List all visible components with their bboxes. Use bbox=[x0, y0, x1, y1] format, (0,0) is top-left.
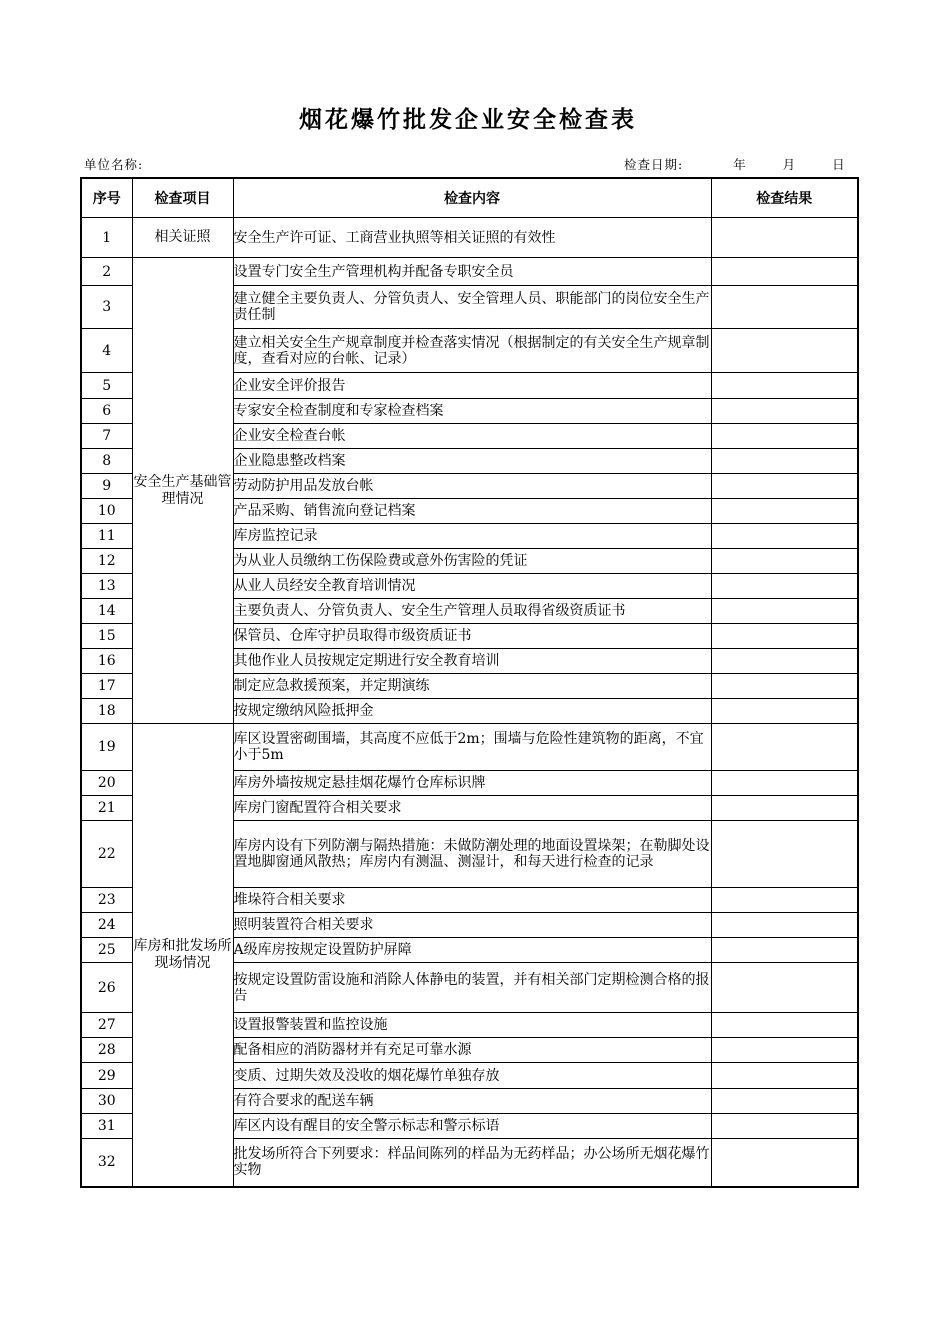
result-cell[interactable] bbox=[711, 449, 858, 474]
row-content: 配备相应的消防器材并有充足可靠水源 bbox=[233, 1038, 711, 1063]
row-num: 23 bbox=[81, 888, 132, 913]
row-content: 企业隐患整改档案 bbox=[233, 449, 711, 474]
date-label: 检查日期: bbox=[624, 157, 684, 172]
result-cell[interactable] bbox=[711, 258, 858, 286]
result-cell[interactable] bbox=[711, 674, 858, 699]
row-content: 库区内设有醒目的安全警示标志和警示标语 bbox=[233, 1114, 711, 1139]
row-num: 5 bbox=[81, 373, 132, 399]
row-content: 建立健全主要负责人、分管负责人、安全管理人员、职能部门的岗位安全生产责任制 bbox=[233, 286, 711, 329]
result-cell[interactable] bbox=[711, 699, 858, 724]
result-cell[interactable] bbox=[711, 1089, 858, 1114]
row-content: 库房监控记录 bbox=[233, 524, 711, 549]
result-cell[interactable] bbox=[711, 1038, 858, 1063]
row-content: 批发场所符合下列要求：样品间陈列的样品为无药样品；办公场所无烟花爆竹实物 bbox=[233, 1139, 711, 1187]
row-num: 10 bbox=[81, 499, 132, 524]
result-cell[interactable] bbox=[711, 329, 858, 373]
result-cell[interactable] bbox=[711, 599, 858, 624]
result-cell[interactable] bbox=[711, 724, 858, 771]
row-num: 26 bbox=[81, 963, 132, 1013]
result-cell[interactable] bbox=[711, 218, 858, 258]
row-num: 30 bbox=[81, 1089, 132, 1114]
row-content: 堆垛符合相关要求 bbox=[233, 888, 711, 913]
result-cell[interactable] bbox=[711, 549, 858, 574]
row-content: 建立相关安全生产规章制度并检查落实情况（根据制定的有关安全生产规章制度，查看对应的台帐、记录） bbox=[233, 329, 711, 373]
result-cell[interactable] bbox=[711, 624, 858, 649]
row-num: 15 bbox=[81, 624, 132, 649]
row-num: 18 bbox=[81, 699, 132, 724]
result-cell[interactable] bbox=[711, 399, 858, 424]
row-num: 6 bbox=[81, 399, 132, 424]
header-num: 序号 bbox=[81, 178, 132, 218]
row-num: 9 bbox=[81, 474, 132, 499]
result-cell[interactable] bbox=[711, 796, 858, 821]
row-num: 29 bbox=[81, 1063, 132, 1089]
result-cell[interactable] bbox=[711, 574, 858, 599]
category-licenses: 相关证照 bbox=[132, 218, 233, 258]
row-content: 设置报警装置和监控设施 bbox=[233, 1013, 711, 1038]
result-cell[interactable] bbox=[711, 963, 858, 1013]
row-num: 27 bbox=[81, 1013, 132, 1038]
date-year: 年 bbox=[733, 157, 747, 172]
category-warehouse-site: 库房和批发场所现场情况 bbox=[132, 724, 233, 1187]
row-num: 8 bbox=[81, 449, 132, 474]
row-content: 按规定缴纳风险抵押金 bbox=[233, 699, 711, 724]
row-num: 11 bbox=[81, 524, 132, 549]
row-content: 专家安全检查制度和专家检查档案 bbox=[233, 399, 711, 424]
date-month: 月 bbox=[782, 157, 797, 172]
row-content: 库房门窗配置符合相关要求 bbox=[233, 796, 711, 821]
row-content: 照明装置符合相关要求 bbox=[233, 913, 711, 938]
result-cell[interactable] bbox=[711, 821, 858, 888]
row-content: 产品采购、销售流向登记档案 bbox=[233, 499, 711, 524]
row-content: 按规定设置防雷设施和消除人体静电的装置，并有相关部门定期检测合格的报告 bbox=[233, 963, 711, 1013]
header-result: 检查结果 bbox=[711, 178, 858, 218]
row-content: 其他作业人员按规定定期进行安全教育培训 bbox=[233, 649, 711, 674]
row-content: 企业安全评价报告 bbox=[233, 373, 711, 399]
row-content: 库区设置密砌围墙，其高度不应低于2m；围墙与危险性建筑物的距离，不宜小于5m bbox=[233, 724, 711, 771]
result-cell[interactable] bbox=[711, 474, 858, 499]
header-item: 检查项目 bbox=[132, 178, 233, 218]
row-num: 2 bbox=[81, 258, 132, 286]
row-num: 25 bbox=[81, 938, 132, 963]
row-content: 库房内设有下列防潮与隔热措施：未做防潮处理的地面设置垛架；在勒脚处设置地脚窗通风散热；库房内有测温、测湿计，和每天进行检查的记录 bbox=[233, 821, 711, 888]
result-cell[interactable] bbox=[711, 771, 858, 796]
inspection-date bbox=[624, 155, 846, 173]
row-num: 21 bbox=[81, 796, 132, 821]
result-cell[interactable] bbox=[711, 499, 858, 524]
row-num: 28 bbox=[81, 1038, 132, 1063]
row-num: 12 bbox=[81, 549, 132, 574]
row-content: 设置专门安全生产管理机构并配备专职安全员 bbox=[233, 258, 711, 286]
table-row bbox=[81, 258, 858, 286]
row-num: 7 bbox=[81, 424, 132, 449]
row-num: 14 bbox=[81, 599, 132, 624]
row-content: 主要负责人、分管负责人、安全生产管理人员取得省级资质证书 bbox=[233, 599, 711, 624]
row-num: 19 bbox=[81, 724, 132, 771]
result-cell[interactable] bbox=[711, 424, 858, 449]
row-num: 24 bbox=[81, 913, 132, 938]
table-row bbox=[81, 218, 858, 258]
page-title: 烟花爆竹批发企业安全检查表 bbox=[299, 107, 637, 133]
result-cell[interactable] bbox=[711, 1139, 858, 1187]
row-num: 16 bbox=[81, 649, 132, 674]
row-num: 1 bbox=[81, 218, 132, 258]
row-content: 安全生产许可证、工商营业执照等相关证照的有效性 bbox=[233, 218, 711, 258]
result-cell[interactable] bbox=[711, 649, 858, 674]
inspection-table bbox=[80, 177, 859, 1188]
unit-name-label: 单位名称: bbox=[84, 157, 144, 172]
row-num: 17 bbox=[81, 674, 132, 699]
row-num: 31 bbox=[81, 1114, 132, 1139]
result-cell[interactable] bbox=[711, 1114, 858, 1139]
result-cell[interactable] bbox=[711, 938, 858, 963]
result-cell[interactable] bbox=[711, 1013, 858, 1038]
row-content: 变质、过期失效及没收的烟花爆竹单独存放 bbox=[233, 1063, 711, 1089]
row-num: 13 bbox=[81, 574, 132, 599]
row-num: 32 bbox=[81, 1139, 132, 1187]
category-safety-management: 安全生产基础管理情况 bbox=[132, 258, 233, 724]
row-num: 4 bbox=[81, 329, 132, 373]
table-header-row bbox=[81, 178, 858, 218]
result-cell[interactable] bbox=[711, 373, 858, 399]
row-num: 3 bbox=[81, 286, 132, 329]
row-content: 从业人员经安全教育培训情况 bbox=[233, 574, 711, 599]
date-day: 日 bbox=[832, 157, 846, 172]
result-cell[interactable] bbox=[711, 286, 858, 329]
row-content: 库房外墙按规定悬挂烟花爆竹仓库标识牌 bbox=[233, 771, 711, 796]
row-num: 22 bbox=[81, 821, 132, 888]
result-cell[interactable] bbox=[711, 524, 858, 549]
result-cell[interactable] bbox=[711, 1063, 858, 1089]
row-num: 20 bbox=[81, 771, 132, 796]
row-content: 保管员、仓库守护员取得市级资质证书 bbox=[233, 624, 711, 649]
row-content: 企业安全检查台帐 bbox=[233, 424, 711, 449]
row-content: 劳动防护用品发放台帐 bbox=[233, 474, 711, 499]
row-content: 制定应急救援预案，并定期演练 bbox=[233, 674, 711, 699]
result-cell[interactable] bbox=[711, 888, 858, 913]
row-content: 有符合要求的配送车辆 bbox=[233, 1089, 711, 1114]
row-content: 为从业人员缴纳工伤保险费或意外伤害险的凭证 bbox=[233, 549, 711, 574]
row-content: A级库房按规定设置防护屏障 bbox=[233, 938, 711, 963]
header-content: 检查内容 bbox=[233, 178, 711, 218]
table-row bbox=[81, 724, 858, 771]
result-cell[interactable] bbox=[711, 913, 858, 938]
